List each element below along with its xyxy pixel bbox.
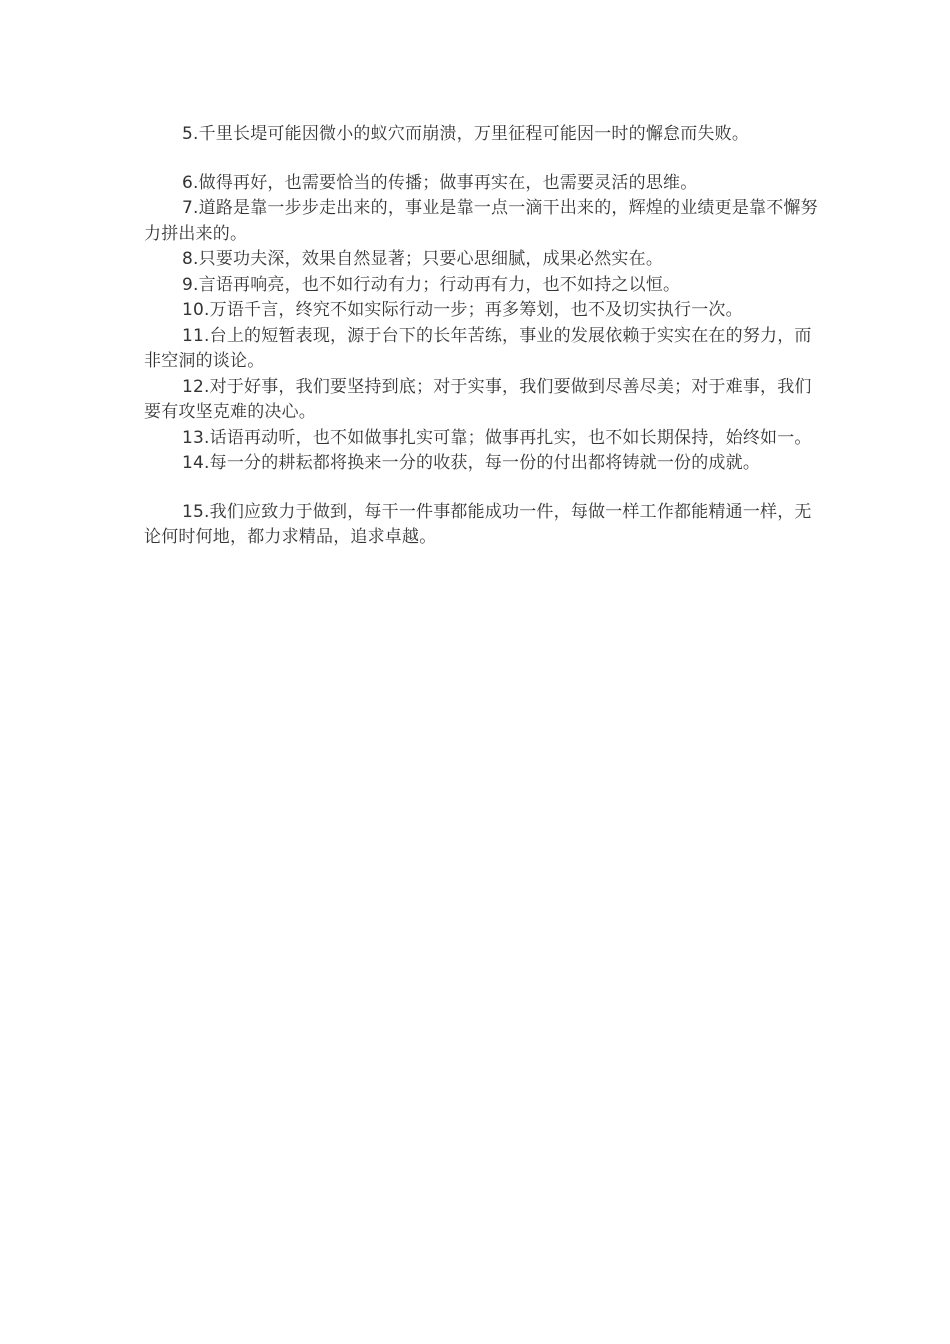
paragraph-10: 10.万语千言，终究不如实际行动一步；再多筹划，也不及切实执行一次。 xyxy=(182,300,743,320)
paragraph-11: 11.台上的短暂表现，源于台下的长年苦练，事业的发展依赖于实实在在的努力，而非空洞的谈论。 xyxy=(144,325,812,371)
paragraph-15: 15.我们应致力于做到，每干一件事都能成功一件，每做一样工作都能精通一样，无论何时何地，都力求精品，追求卓越。 xyxy=(144,501,812,547)
paragraph-9: 9.言语再响亮，也不如行动有力；行动再有力，也不如持之以恒。 xyxy=(182,274,681,295)
document-body xyxy=(144,122,824,551)
paragraph-7: 7.道路是靠一步步走出来的，事业是靠一点一滴干出来的，辉煌的业绩更是靠不懈努力拼出来的。 xyxy=(144,198,818,244)
paragraph-8: 8.只要功夫深，效果自然显著；只要心思细腻，成果必然实在。 xyxy=(182,249,664,269)
paragraph-13: 13.话语再动听，也不如做事扎实可靠；做事再扎实，也不如长期保持，始终如一。 xyxy=(182,427,812,448)
paragraph-5: 5.千里长堤可能因微小的蚁穴而崩溃，万里征程可能因一时的懈怠而失败。 xyxy=(182,124,750,144)
paragraph-14: 14.每一分的耕耘都将换来一分的收获，每一份的付出都将铸就一份的成就。 xyxy=(182,453,761,473)
paragraph-12: 12.对于好事，我们要坚持到底；对于实事，我们要做到尽善尽美；对于难事，我们要有攻坚克难的决心。 xyxy=(144,376,812,422)
paragraph-6: 6.做得再好，也需要恰当的传播；做事再实在，也需要灵活的思维。 xyxy=(182,172,698,193)
